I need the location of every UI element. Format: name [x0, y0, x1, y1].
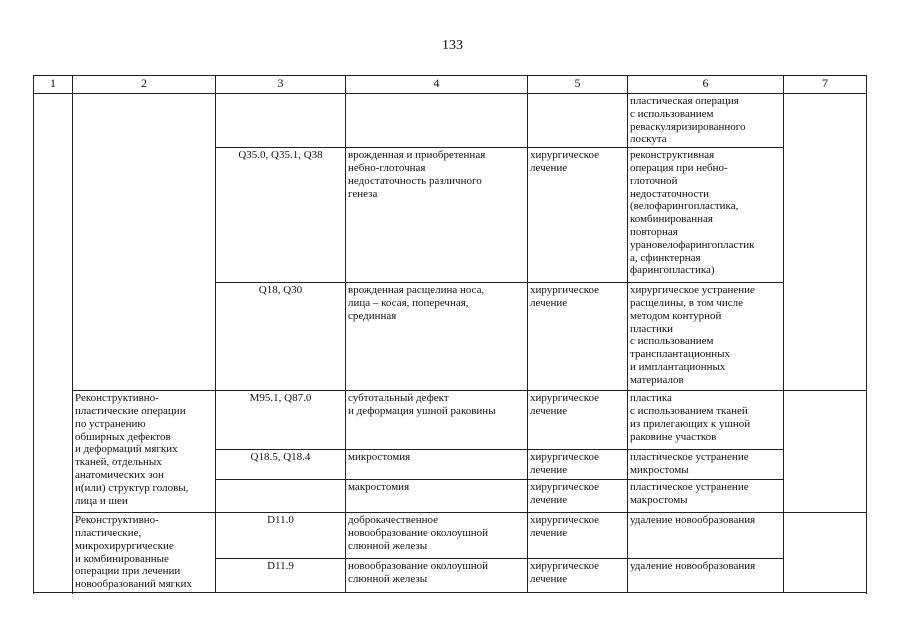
table-row	[34, 94, 867, 148]
treatment-cell	[528, 94, 628, 148]
medical-care-table	[33, 75, 867, 593]
code-cell: Q18, Q30	[216, 283, 346, 391]
diagnosis-cell: субтотальный дефект и деформация ушной раковины	[346, 391, 528, 450]
col7-cell	[784, 94, 867, 391]
method-cell: пластическая операция с использованием реваскуляризированного лоскута	[628, 94, 784, 148]
col1-cell	[34, 94, 73, 593]
method-cell: хирургическое устранение расщелины, в том числе методом контурной пластики с использованием трансплантационных и имплантационных материалов	[628, 283, 784, 391]
diagnosis-cell: макростомия	[346, 480, 528, 513]
diagnosis-cell: врожденная и приобретенная небно-глоточная недостаточность различного генеза	[346, 148, 528, 283]
col7-cell	[784, 513, 867, 593]
header-row	[34, 76, 867, 94]
table-row	[34, 513, 867, 559]
treatment-cell: хирургическое лечение	[528, 480, 628, 513]
code-cell: Q35.0, Q35.1, Q38	[216, 148, 346, 283]
diagnosis-cell: доброкачественное новообразование околоушной слюнной железы	[346, 513, 528, 559]
code-cell	[216, 94, 346, 148]
method-cell: удаление новообразования	[628, 559, 784, 593]
header-col-5: 5	[528, 76, 628, 94]
group-name-cell	[73, 94, 216, 391]
diagnosis-cell	[346, 94, 528, 148]
method-cell: реконструктивная операция при небно- глоточной недостаточности (велофарингопластика, комбинированная повторная урановелофарингопластик а, сфинктерная фарингопластика)	[628, 148, 784, 283]
method-cell: пластическое устранение микростомы	[628, 450, 784, 480]
code-cell: D11.9	[216, 559, 346, 593]
treatment-cell: хирургическое лечение	[528, 559, 628, 593]
page-number: 133	[442, 38, 463, 53]
header-col-2: 2	[73, 76, 216, 94]
diagnosis-cell: врожденная расщелина носа, лица – косая, поперечная, срединная	[346, 283, 528, 391]
header-col-4: 4	[346, 76, 528, 94]
table-row	[34, 391, 867, 450]
method-cell: пластическое устранение макростомы	[628, 480, 784, 513]
code-cell: M95.1, Q87.0	[216, 391, 346, 450]
code-cell	[216, 480, 346, 513]
header-col-6: 6	[628, 76, 784, 94]
treatment-cell: хирургическое лечение	[528, 148, 628, 283]
group-name-cell: Реконструктивно- пластические операции по устранению обширных дефектов и деформаций мягких тканей, отдельных анатомических зон и(или) структур головы, лица и шеи	[73, 391, 216, 513]
header-col-1: 1	[34, 76, 73, 94]
header-col-3: 3	[216, 76, 346, 94]
diagnosis-cell: новообразование околоушной слюнной железы	[346, 559, 528, 593]
method-cell: пластика с использованием тканей из прилегающих к ушной раковине участков	[628, 391, 784, 450]
group-name-cell: Реконструктивно- пластические, микрохирургические и комбинированные операции при лечении новообразований мягких	[73, 513, 216, 593]
treatment-cell: хирургическое лечение	[528, 450, 628, 480]
col7-cell	[784, 391, 867, 513]
treatment-cell: хирургическое лечение	[528, 283, 628, 391]
header-col-7: 7	[784, 76, 867, 94]
code-cell: Q18.5, Q18.4	[216, 450, 346, 480]
treatment-cell: хирургическое лечение	[528, 513, 628, 559]
code-cell: D11.0	[216, 513, 346, 559]
method-cell: удаление новообразования	[628, 513, 784, 559]
treatment-cell: хирургическое лечение	[528, 391, 628, 450]
diagnosis-cell: микростомия	[346, 450, 528, 480]
